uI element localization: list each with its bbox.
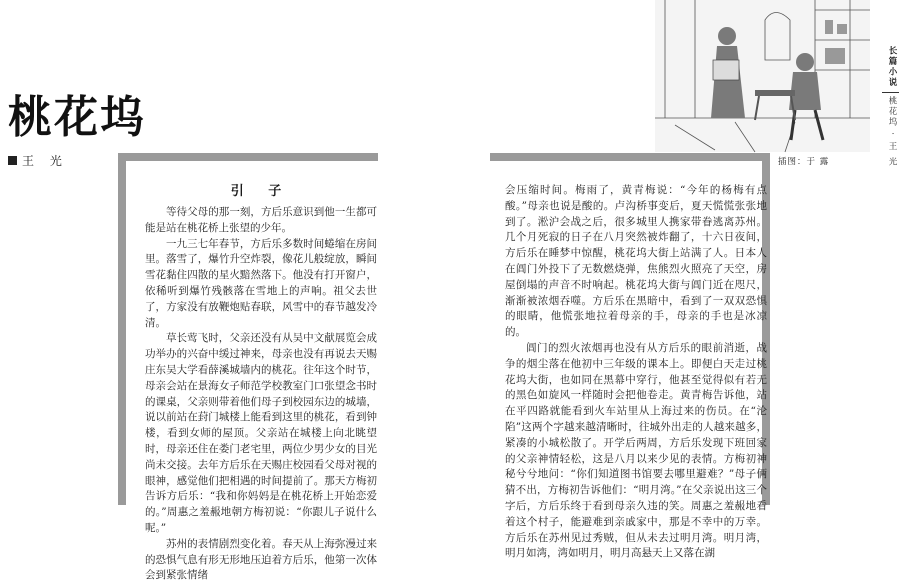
paragraph: 一九三七年春节，方后乐多数时间蜷缩在房间里。落雪了，爆竹升空炸裂，像花儿般绽放，瞬间雪花黏住四散的星火黯然落下。他没有打开窗户，依稀听到爆竹残骸落在雪地上的声响。祖父去世了，方家没有放鞭炮贴春联，风雪中的春节越发冷清。	[145, 237, 377, 329]
left-text-column	[145, 205, 377, 582]
running-header: 桃花坞 · 王 光	[887, 96, 897, 168]
illustration-caption: 插图：于 露	[778, 157, 830, 167]
paragraph: 等待父母的那一刻，方后乐意识到他一生都可能是站在桃花桥上张望的少年。	[145, 206, 377, 234]
illustration	[655, 0, 870, 152]
right-text-column	[505, 183, 767, 560]
header-divider	[882, 92, 899, 93]
paragraph: 苏州的表情剧烈变化着。春天从上海弥漫过来的恐惧气息有形无形地压迫着方后乐，他第一次体会到紧张情绪	[145, 537, 377, 582]
square-bullet-icon	[8, 156, 17, 165]
paragraph: 阊门的烈火浓烟再也没有从方后乐的眼前消逝，战争的烟尘落在他初中三年级的课本上。即便白天走过桃花坞大街，也如同在黑幕中穿行，他甚至觉得似有若无的黑色如旋风一样随时会把他卷走。黄青梅告诉他，站在平四路就能看到火车站里从上海过来的伤员。在“沦陷”这两个字越来越清晰时，往城外出走的人越来越多，紧凑的小城松散了。开学后两周，方后乐发现下班回家的父亲神情轻松，这是八月以来少见的表情。方梅初神秘兮兮地问：“你们知道图书馆要去哪里避难？”母子俩猜不出，方梅初告诉他们：“明月湾。”在父亲说出这三个字后，方后乐终于看到母亲久违的笑。周惠之羞赧地看着这个村子，能避难到亲戚家中，那是不幸中的万幸。方后乐在苏州见过秀贼，但从未去过明月湾。明月湾，明月如湾，湾如明月，明月高悬天上又落在湖	[505, 341, 767, 560]
paragraph: 草长莺飞时，父亲还没有从吴中文献展览会成功举办的兴奋中缓过神来，母亲也没有再说去天赐庄东吴大学看薛溪城墙内的桃花。往年这个时节，母亲会站在景海女子师范学校教室门口张望念书时的课桌，父亲则带着他们母子到校园东边的城墙，说以前站在葑门城楼上能看到这里的桃花，看到钟楼，看到女师的屋顶。父亲站在城楼上向北眺望时，母亲还住在娄门老宅里，两位少男少女的目光尚未交接。去年方后乐在天赐庄校园看父母对视的眼神，感觉他们把相遇的时间提前了。那天方梅初告诉方后乐：“我和你妈妈是在桃花桥上开始恋爱的。”周惠之羞赧地朝方梅初说：“你跟儿子说什么呢。”	[145, 332, 377, 534]
author-line	[8, 152, 68, 169]
article-title: 桃花坞	[8, 92, 146, 143]
chapter-heading: 引 子	[230, 184, 292, 199]
author-name: 王 光	[22, 154, 68, 168]
paragraph: 会压缩时间。梅雨了，黄青梅说：“今年的杨梅有点酸。”母亲也说是酸的。卢沟桥事变后，夏天慌慌张张地到了。淞沪会战之后，很多城里人携家带眷逃离苏州。几个月死寂的日子在八月突然被炸翻了，十六日夜间，方后乐在睡梦中惊醒，桃花坞大街上站满了人。日本人在阊门外投下了无数燃烧弹，焦熊烈火照亮了天空，房屋倒塌的声音不时响起。桃花坞大街与阊门近在咫尺，渐渐被浓烟吞噬。方后乐在黑暗中，看到了一双双恐惧的眼睛，他慌张地拉着母亲的手，母亲的手也是冰凉的。	[505, 184, 767, 339]
section-label: 长篇小说	[887, 46, 897, 88]
